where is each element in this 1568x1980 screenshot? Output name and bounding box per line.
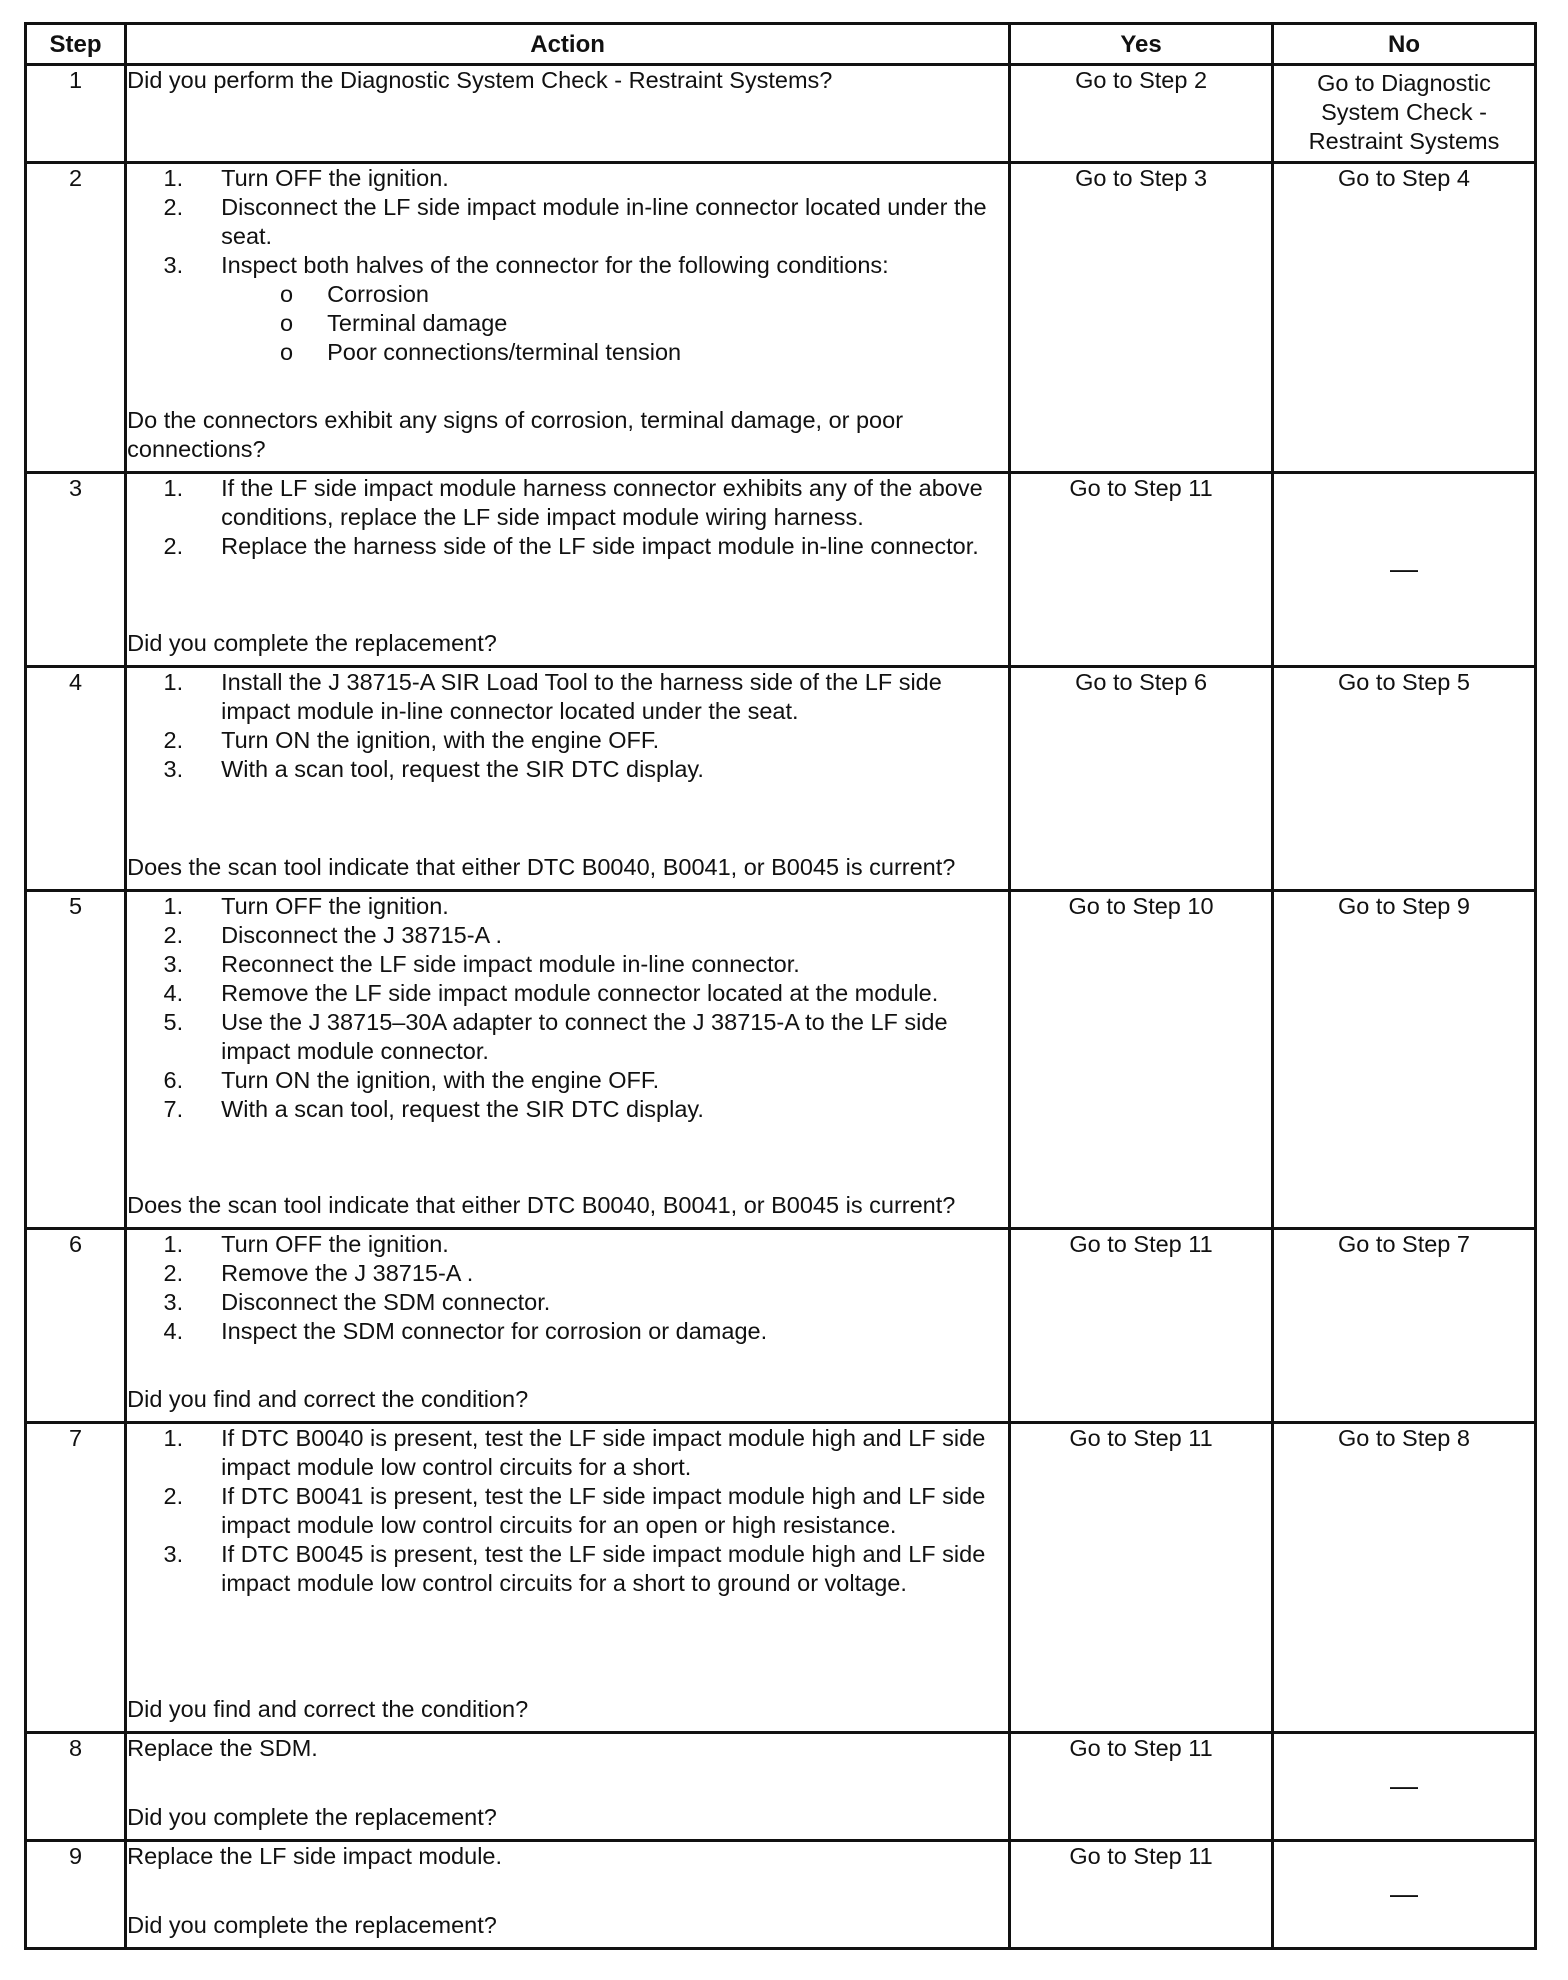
no-outcome	[1273, 65, 1536, 163]
table-row-step-2	[26, 163, 1536, 473]
table-row-step-1	[26, 65, 1536, 163]
header-action: Action	[126, 24, 1010, 65]
list-item: 2. Remove the J 38715-A .	[163, 1260, 474, 1286]
list-item: 5. Use the J 38715–30A adapter to connect the J 38715-A to the LF side impact module connector.	[163, 1009, 948, 1064]
yes-outcome: Go to Step 2	[1010, 65, 1273, 163]
list-item: o Poor connections/terminal tension	[280, 339, 682, 365]
step-number: 7	[26, 1423, 126, 1733]
no-outcome-dash: —	[1390, 1770, 1418, 1801]
step-number: 9	[26, 1841, 126, 1949]
list-item: 3. With a scan tool, request the SIR DTC display.	[163, 756, 704, 782]
action-cell	[126, 473, 1010, 667]
step-number: 3	[26, 473, 126, 667]
list-item: 1. Turn OFF the ignition.	[163, 1231, 449, 1257]
instruction-list	[127, 1424, 1008, 1598]
list-item: 1. Install the J 38715-A SIR Load Tool to the harness side of the LF side impact module in-line connector located under the seat.	[163, 669, 942, 724]
step-number: 1	[26, 65, 126, 163]
action-cell	[126, 1229, 1010, 1423]
list-item: 3. Reconnect the LF side impact module in-line connector.	[163, 951, 800, 977]
action-cell	[126, 1841, 1010, 1949]
no-outcome	[1273, 473, 1536, 667]
yes-outcome: Go to Step 11	[1010, 1423, 1273, 1733]
list-item: 1. Turn OFF the ignition.	[163, 165, 449, 191]
step-number: 6	[26, 1229, 126, 1423]
no-outcome	[1273, 1733, 1536, 1841]
action-cell	[126, 65, 1010, 163]
no-outcome-dash: —	[1390, 1878, 1418, 1909]
list-item: 1. Turn OFF the ignition.	[163, 893, 449, 919]
yes-outcome: Go to Step 3	[1010, 163, 1273, 473]
table-row-step-6	[26, 1229, 1536, 1423]
action-instruction: Replace the LF side impact module.	[127, 1843, 503, 1869]
step-number: 5	[26, 891, 126, 1229]
header-step: Step	[26, 24, 126, 65]
instruction-list	[127, 892, 1008, 1124]
no-outcome: Go to Step 9	[1273, 891, 1536, 1229]
yes-outcome: Go to Step 11	[1010, 1841, 1273, 1949]
list-item: 6. Turn ON the ignition, with the engine OFF.	[163, 1067, 660, 1093]
yes-outcome: Go to Step 6	[1010, 667, 1273, 891]
no-outcome-text: Go to Diagnostic System Check - Restraint Systems	[1308, 70, 1500, 154]
table-row-step-7	[26, 1423, 1536, 1733]
table-row-step-3	[26, 473, 1536, 667]
no-outcome: Go to Step 7	[1273, 1229, 1536, 1423]
step-number: 8	[26, 1733, 126, 1841]
no-outcome: Go to Step 8	[1273, 1423, 1536, 1733]
list-item: 1. If the LF side impact module harness connector exhibits any of the above conditions, replace the LF side impact module wiring harness.	[163, 475, 983, 530]
action-instruction: Replace the SDM.	[127, 1735, 318, 1761]
yes-outcome: Go to Step 11	[1010, 473, 1273, 667]
action-cell	[126, 1423, 1010, 1733]
action-cell	[126, 1733, 1010, 1841]
action-question: Did you complete the replacement?	[127, 630, 497, 656]
header-no: No	[1273, 24, 1536, 65]
condition-list	[127, 280, 1008, 367]
list-item: o Terminal damage	[280, 310, 508, 336]
no-outcome: Go to Step 4	[1273, 163, 1536, 473]
action-question: Did you complete the replacement?	[127, 1912, 497, 1938]
action-cell	[126, 667, 1010, 891]
yes-outcome: Go to Step 11	[1010, 1229, 1273, 1423]
list-item: 2. Disconnect the J 38715-A .	[163, 922, 502, 948]
instruction-list	[127, 164, 1008, 280]
table-row-step-9	[26, 1841, 1536, 1949]
action-cell	[126, 163, 1010, 473]
list-item: o Corrosion	[280, 281, 429, 307]
list-item: 3. If DTC B0045 is present, test the LF side impact module high and LF side impact module low control circuits for a short to ground or voltage.	[163, 1541, 986, 1596]
list-item: 2. Disconnect the LF side impact module in-line connector located under the seat.	[163, 194, 987, 249]
list-item: 1. If DTC B0040 is present, test the LF side impact module high and LF side impact module low control circuits for a short.	[163, 1425, 986, 1480]
list-item: 2. If DTC B0041 is present, test the LF side impact module high and LF side impact module low control circuits for an open or high resistance.	[163, 1483, 986, 1538]
table-row-step-4	[26, 667, 1536, 891]
list-item: 7. With a scan tool, request the SIR DTC display.	[163, 1096, 704, 1122]
list-item: 3. Inspect both halves of the connector for the following conditions:	[163, 252, 889, 278]
action-question: Did you find and correct the condition?	[127, 1696, 529, 1722]
list-item: 3. Disconnect the SDM connector.	[163, 1289, 551, 1315]
no-outcome-dash: —	[1390, 553, 1418, 584]
action-question: Do the connectors exhibit any signs of corrosion, terminal damage, or poor connections?	[127, 407, 904, 462]
list-item: 2. Turn ON the ignition, with the engine OFF.	[163, 727, 660, 753]
step-number: 4	[26, 667, 126, 891]
action-question: Did you find and correct the condition?	[127, 1386, 529, 1412]
yes-outcome: Go to Step 10	[1010, 891, 1273, 1229]
list-item: 4. Inspect the SDM connector for corrosion or damage.	[163, 1318, 768, 1344]
instruction-list	[127, 474, 1008, 561]
action-cell	[126, 891, 1010, 1229]
no-outcome: Go to Step 5	[1273, 667, 1536, 891]
no-outcome	[1273, 1841, 1536, 1949]
action-question: Does the scan tool indicate that either DTC B0040, B0041, or B0045 is current?	[127, 854, 956, 880]
yes-outcome: Go to Step 11	[1010, 1733, 1273, 1841]
header-row	[26, 24, 1536, 65]
diagnostic-procedure-table	[24, 22, 1537, 1950]
action-question: Did you perform the Diagnostic System Check - Restraint Systems?	[127, 67, 833, 93]
list-item: 4. Remove the LF side impact module connector located at the module.	[163, 980, 939, 1006]
step-number: 2	[26, 163, 126, 473]
table-row-step-5	[26, 891, 1536, 1229]
action-question: Did you complete the replacement?	[127, 1804, 497, 1830]
list-item: 2. Replace the harness side of the LF side impact module in-line connector.	[163, 533, 979, 559]
instruction-list	[127, 1230, 1008, 1346]
table-row-step-8	[26, 1733, 1536, 1841]
instruction-list	[127, 668, 1008, 784]
header-yes: Yes	[1010, 24, 1273, 65]
action-question: Does the scan tool indicate that either DTC B0040, B0041, or B0045 is current?	[127, 1192, 956, 1218]
